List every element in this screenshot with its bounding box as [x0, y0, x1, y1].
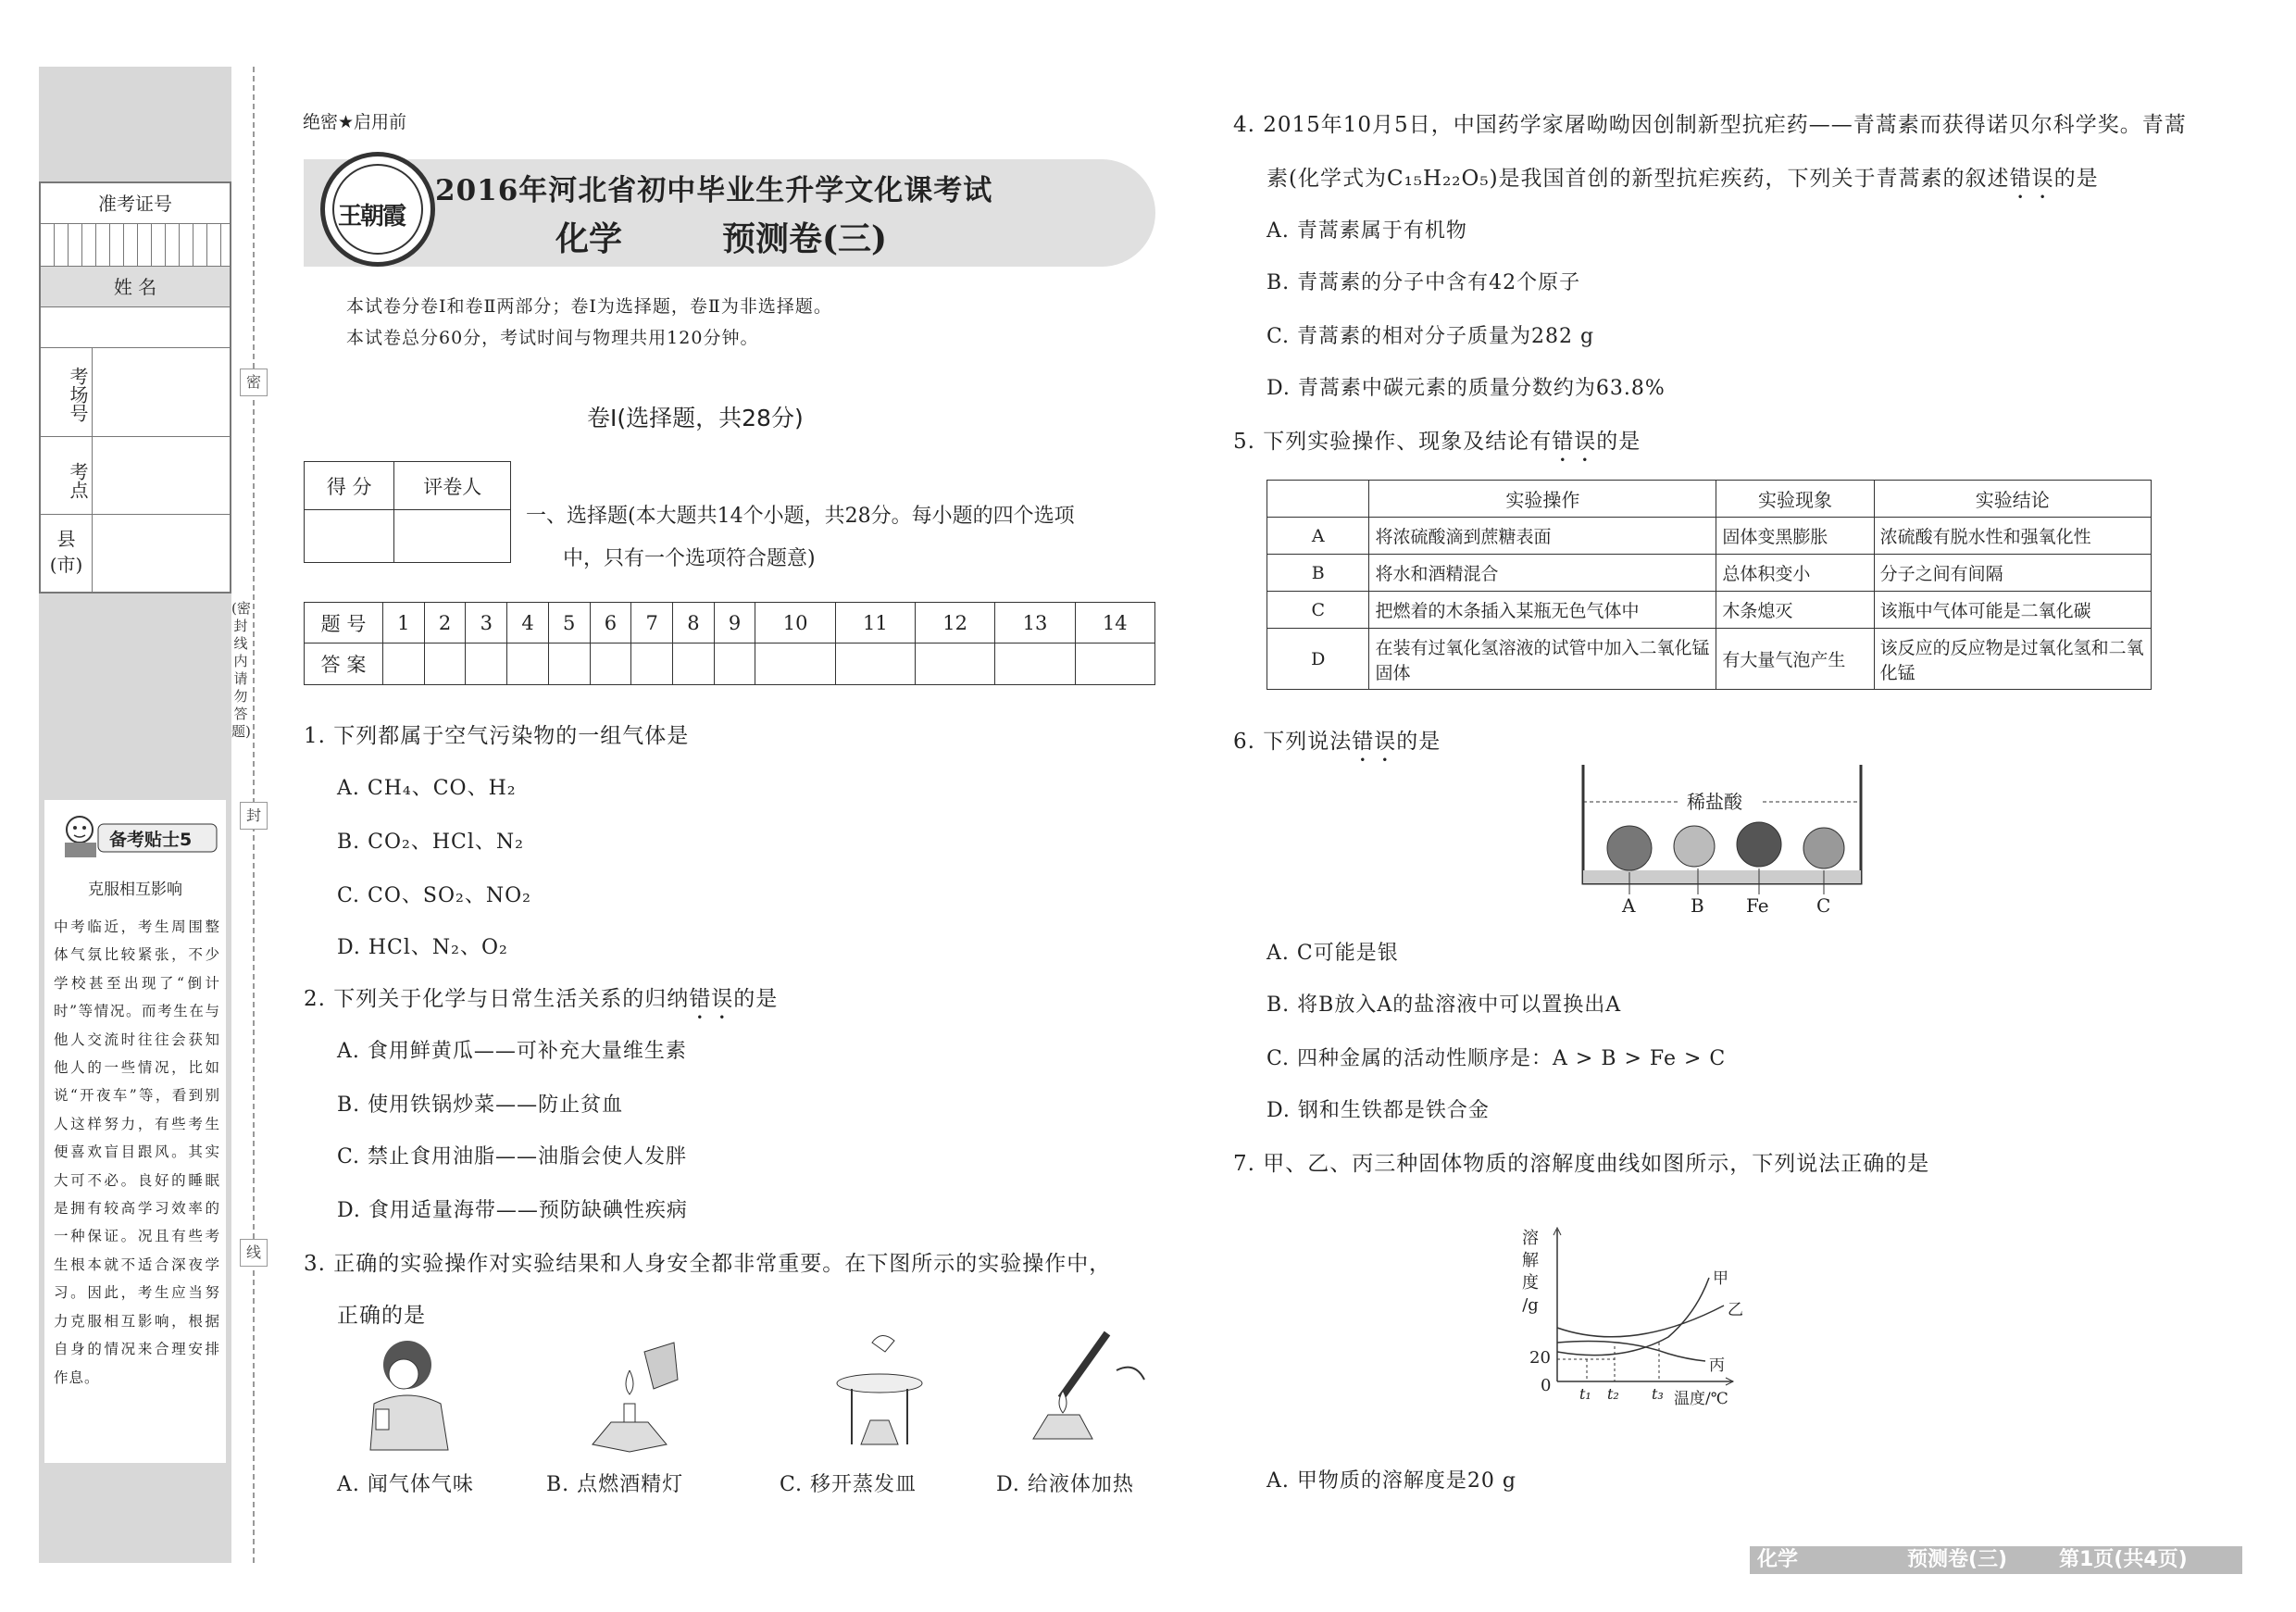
site-label: 考点	[41, 437, 93, 514]
q5-row	[1267, 555, 2152, 592]
q5-cell: 把燃着的木条插入某瓶无色气体中	[1369, 592, 1716, 629]
solubility-curve-figure	[1511, 1224, 1761, 1409]
q5-header-cell: 实验现象	[1716, 481, 1874, 518]
grid-answer-cell[interactable]	[916, 644, 995, 685]
publisher-logo	[320, 152, 435, 267]
q4-option-b[interactable]: B. 青蒿素的分子中含有42个原子	[1267, 271, 1581, 294]
score-field[interactable]	[305, 510, 394, 563]
grid-number: 8	[673, 603, 715, 644]
metal-label-fe: Fe	[1746, 894, 1769, 917]
q5-cell: 分子之间有间隔	[1874, 555, 2151, 592]
venue-no-row[interactable]	[41, 348, 230, 437]
q5-cell: A	[1267, 518, 1369, 555]
q5-header-cell: 实验结论	[1874, 481, 2151, 518]
site-row[interactable]	[41, 437, 230, 515]
q7-stem: 7. 甲、乙、丙三种固体物质的溶解度曲线如图所示，下列说法正确的是	[1233, 1152, 1930, 1176]
q5-cell: 将水和酒精混合	[1369, 555, 1716, 592]
q5-cell: B	[1267, 555, 1369, 592]
instruction-line-2: 中，只有一个选项符合题意)	[563, 547, 816, 570]
seal-char-mi: 密	[240, 369, 268, 396]
grid-answer-cell[interactable]	[424, 644, 466, 685]
q5-cell: 木条熄灭	[1716, 592, 1874, 629]
q5-cell: 该反应的反应物是过氧化氢和二氧化锰	[1874, 629, 2151, 690]
q6-option-c[interactable]: C. 四种金属的活动性顺序是：A > B > Fe > C	[1267, 1047, 1727, 1070]
chart-t2: t₂	[1607, 1385, 1619, 1403]
exam-tip-box	[44, 800, 226, 1463]
seal-char-feng: 封	[240, 802, 268, 830]
q4-stem-end: 的是	[2053, 167, 2099, 191]
q7-option-a[interactable]: A. 甲物质的溶解度是20 g	[1267, 1469, 1516, 1493]
note-line-1: 本试卷分卷Ⅰ和卷Ⅱ两部分；卷Ⅰ为选择题，卷Ⅱ为非选择题。	[346, 296, 832, 317]
q5-stem-end: 的是	[1596, 430, 1641, 454]
q5-cell: 浓硫酸有脱水性和强氧化性	[1874, 518, 2151, 555]
q5-cell: C	[1267, 592, 1369, 629]
exam-title: 2016年河北省初中毕业生升学文化课考试	[435, 174, 993, 207]
ylabel-char: 度	[1522, 1273, 1539, 1293]
grid-answer-cell[interactable]	[673, 644, 715, 685]
q2-option-b[interactable]: B. 使用铁锅炒菜——防止贫血	[337, 1093, 624, 1117]
grader-field[interactable]	[394, 510, 511, 563]
q4-option-d[interactable]: D. 青蒿素中碳元素的质量分数约为63.8%	[1267, 377, 1666, 400]
county-label: 县(市)	[41, 515, 93, 592]
venue-no-label: 考场号	[41, 348, 93, 436]
chart-ylabel	[1520, 1228, 1541, 1317]
seal-char-xian: 线	[240, 1239, 268, 1267]
grid-number: 4	[507, 603, 549, 644]
curve-label-jia: 甲	[1713, 1269, 1728, 1288]
county-row[interactable]	[41, 515, 230, 592]
chart-t3: t₃	[1652, 1385, 1664, 1403]
q2-stem-text: 2. 下列关于化学与日常生活关系的归纳	[304, 987, 690, 1011]
curve-jia	[1557, 1278, 1709, 1356]
answer-grid	[304, 602, 1155, 685]
q4-option-a[interactable]: A. 青蒿素属于有机物	[1267, 219, 1467, 243]
name-label: 姓 名	[41, 267, 230, 307]
q3-stem-1: 3. 正确的实验操作对实验结果和人身安全都非常重要。在下图所示的实验操作中，	[304, 1252, 1112, 1276]
logo-text: 王朝霞	[338, 203, 406, 231]
q5-row	[1267, 629, 2152, 690]
grid-number: 6	[590, 603, 631, 644]
ylabel-char: 解	[1522, 1251, 1539, 1270]
footer-page: 第1页(共4页)	[2059, 1548, 2188, 1571]
grid-answer-cell[interactable]	[383, 644, 425, 685]
section1-title: 卷Ⅰ(选择题，共28分)	[587, 405, 804, 431]
q6-stem	[1233, 724, 1441, 767]
q5-cell: 该瓶中气体可能是二氧化碳	[1874, 592, 2151, 629]
q5-header-cell	[1267, 481, 1369, 518]
instruction-line-1: 一、选择题(本大题共14个小题，共28分。每小题的四个选项	[526, 505, 1075, 528]
grid-number: 11	[835, 603, 915, 644]
q5-cell: 总体积变小	[1716, 555, 1874, 592]
q3-stem-2: 正确的是	[337, 1304, 426, 1328]
q5-row	[1267, 592, 2152, 629]
note-line-2: 本试卷总分60分，考试时间与物理共用120分钟。	[346, 328, 759, 348]
q2-stem-emphasis: 错误	[689, 987, 734, 1011]
q6-option-d[interactable]: D. 钢和生铁都是铁合金	[1267, 1099, 1490, 1122]
metal-label-a: A	[1622, 894, 1636, 917]
grid-answer-cell[interactable]	[995, 644, 1075, 685]
q2-stem	[304, 981, 778, 1024]
grid-number: 9	[714, 603, 755, 644]
evaporating-dish-illustration	[824, 1324, 935, 1454]
seal-note: (密封线内请勿答题)	[231, 600, 251, 740]
grader-label: 评卷人	[394, 462, 511, 510]
grid-answer-cell[interactable]	[835, 644, 915, 685]
q5-header-cell: 实验操作	[1369, 481, 1716, 518]
q6-option-b[interactable]: B. 将B放入A的盐溶液中可以置换出A	[1267, 993, 1622, 1017]
q4-stem-emphasis: 错误	[2009, 167, 2054, 191]
q5-stem	[1233, 424, 1641, 467]
q5-cell: 固体变黑膨胀	[1716, 518, 1874, 555]
grid-number: 2	[424, 603, 466, 644]
grid-number: 5	[548, 603, 590, 644]
curve-yi	[1557, 1306, 1724, 1337]
q1-option-b[interactable]: B. CO₂、HCl、N₂	[337, 831, 524, 854]
grid-number: 14	[1075, 603, 1154, 644]
q2-option-c[interactable]: C. 禁止食用油脂——油脂会使人发胖	[337, 1145, 688, 1168]
q1-option-c[interactable]: C. CO、SO₂、NO₂	[337, 884, 531, 907]
curve-label-bing: 丙	[1709, 1356, 1725, 1375]
name-field[interactable]	[41, 307, 230, 348]
q1-option-a[interactable]: A. CH₄、CO、H₂	[337, 777, 517, 800]
metal-label-b: B	[1691, 894, 1704, 917]
q3-option-b[interactable]: B. 点燃酒精灯	[546, 1473, 684, 1496]
heat-liquid-illustration	[1015, 1324, 1154, 1454]
q4-stem-text: 素(化学式为C₁₅H₂₂O₅)是我国首创的新型抗疟疾药，下列关于青蒿素的叙述	[1267, 167, 2010, 191]
q4-stem-2	[1267, 161, 2099, 204]
footer-paper: 预测卷(三)	[1907, 1548, 2008, 1571]
q6-stem-emphasis: 错误	[1352, 730, 1397, 754]
q6-option-a[interactable]: A. C可能是银	[1267, 942, 1399, 965]
chart-xlabel: 温度/℃	[1674, 1390, 1728, 1408]
q4-stem-1: 4. 2015年10月5日，中国药学家屠呦呦因创制新型抗疟药——青蒿素而获得诺贝尔科学奖。青蒿	[1233, 113, 2187, 137]
q4-option-c[interactable]: C. 青蒿素的相对分子质量为282 g	[1267, 325, 1595, 348]
q3-option-c[interactable]: C. 移开蒸发皿	[780, 1473, 917, 1496]
q5-cell: 将浓硫酸滴到蔗糖表面	[1369, 518, 1716, 555]
q5-stem-emphasis: 错误	[1552, 430, 1597, 454]
q1-stem: 1. 下列都属于空气污染物的一组气体是	[304, 724, 690, 748]
chart-t1: t₁	[1579, 1385, 1591, 1403]
score-box	[304, 461, 511, 563]
ylabel-char: 溶	[1522, 1229, 1539, 1248]
grid-answer-cell[interactable]	[466, 644, 507, 685]
grid-row-label: 题 号	[305, 603, 383, 644]
q5-cell: 在装有过氧化氢溶液的试管中加入二氧化锰固体	[1369, 629, 1716, 690]
q5-cell: 有大量气泡产生	[1716, 629, 1874, 690]
admission-no-label: 准考证号	[41, 183, 230, 224]
grid-number: 12	[916, 603, 995, 644]
q6-stem-end: 的是	[1396, 730, 1441, 754]
beaker-label: 稀盐酸	[1683, 787, 1746, 814]
curve-label-yi: 乙	[1728, 1301, 1743, 1319]
metal-label-c: C	[1816, 894, 1831, 917]
q2-option-d[interactable]: D. 食用适量海带——预防缺碘性疾病	[337, 1199, 688, 1222]
grid-answer-cell[interactable]	[548, 644, 590, 685]
paper-title: 预测卷(三)	[722, 219, 888, 258]
smell-gas-illustration	[352, 1330, 463, 1456]
q5-stem-text: 5. 下列实验操作、现象及结论有	[1233, 430, 1553, 454]
grid-number: 3	[466, 603, 507, 644]
grid-answer-cell[interactable]	[507, 644, 549, 685]
q3-option-a[interactable]: A. 闻气体气味	[337, 1473, 474, 1496]
grid-answer-cell[interactable]	[755, 644, 835, 685]
q6-stem-text: 6. 下列说法	[1233, 730, 1353, 754]
chart-origin: 0	[1541, 1376, 1552, 1395]
tip-title: 克服相互影响	[88, 881, 182, 899]
grid-answer-cell[interactable]	[590, 644, 631, 685]
tip-badge	[52, 811, 218, 859]
grid-number: 7	[631, 603, 673, 644]
tip-body: 中考临近，考生周围整体气氛比较紧张，不少学校甚至出现了“倒计时”等情况。而考生在与他人交流时往往会获知他人的一些情况，比如说“开夜车”等，看到别人这样努力，有些考生便喜欢盲目跟风。其实大可不必。良好的睡眠是拥有较高学习效率的一种保证。况且有些考生根本就不适合深夜学习。因此，考生应当努力克服相互影响，根据自身的情况来合理安排作息。	[54, 918, 220, 1386]
score-label: 得 分	[305, 462, 394, 510]
admission-no-field[interactable]	[41, 224, 230, 267]
subject-title: 化学	[555, 219, 623, 258]
footer-subject: 化学	[1757, 1548, 1799, 1571]
q5-cell: D	[1267, 629, 1369, 690]
grid-answer-cell[interactable]	[1075, 644, 1154, 685]
page-footer	[1750, 1546, 2242, 1574]
lamp-lighting-illustration	[574, 1333, 685, 1454]
q3-option-d[interactable]: D. 给液体加热	[996, 1473, 1134, 1496]
tip-badge-text: 备考贴士5	[109, 830, 193, 850]
grid-row-label: 答 案	[305, 644, 383, 685]
secret-label: 绝密★启用前	[303, 112, 407, 132]
grid-number: 1	[383, 603, 425, 644]
grid-number: 10	[755, 603, 835, 644]
candidate-info-box	[39, 181, 231, 594]
q2-stem-end: 的是	[733, 987, 779, 1011]
chart-y-tick-20: 20	[1529, 1348, 1551, 1368]
q2-option-a[interactable]: A. 食用鲜黄瓜——可补充大量维生素	[337, 1040, 687, 1063]
grid-number: 13	[995, 603, 1075, 644]
q5-row	[1267, 518, 2152, 555]
ylabel-char: /g	[1522, 1295, 1539, 1315]
q5-experiment-table	[1267, 480, 2152, 690]
q1-option-d[interactable]: D. HCl、N₂、O₂	[337, 936, 508, 959]
grid-answer-cell[interactable]	[714, 644, 755, 685]
grid-answer-cell[interactable]	[631, 644, 673, 685]
